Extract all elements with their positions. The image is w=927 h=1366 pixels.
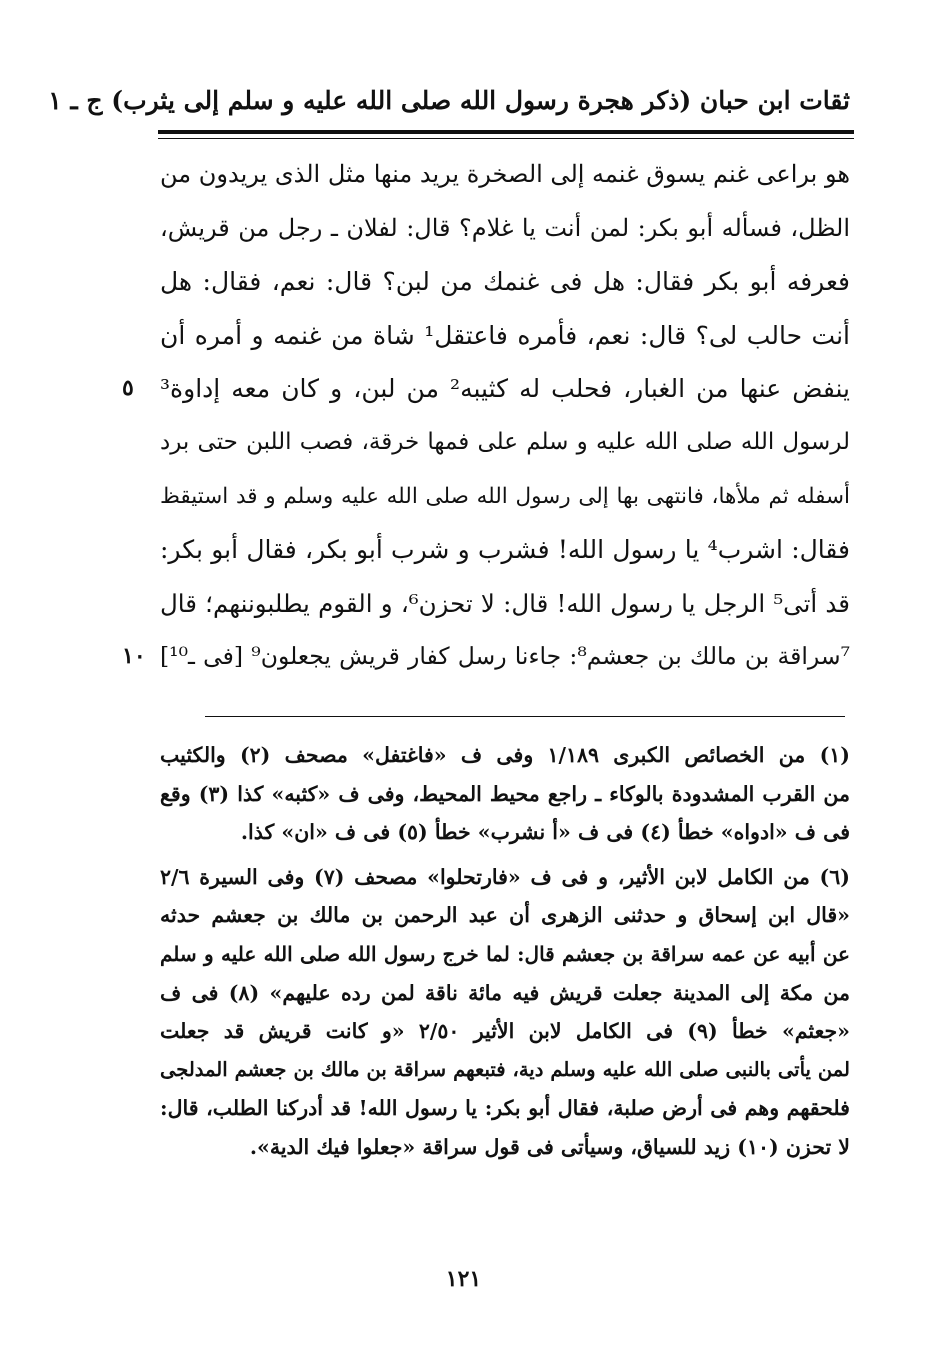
footnote-line: فى ف «ادواه» خطأ (٤) فى ف «أ نشرب» خطأ (٥) فى ف «ان» كذا. [240, 820, 850, 845]
line-text: لرسول الله صلى الله عليه و سلم على فمها خرقة، فصب اللبن حتى برد [160, 428, 850, 455]
footnote-line: «جعثم» خطأ (٩) فى الكامل لابن الأثير ٢/٥٠ «و كانت قريش قد جعلت [160, 1019, 850, 1044]
text-line [160, 416, 850, 470]
footnote-line: لا تحزن (١٠) زيد للسياق، وسيأتى فى قول سراقة «جعلوا فيك الدية». [249, 1134, 850, 1159]
footnote-line: عن أبيه عن عمه سراقة بن جعشم قال: لما خرج رسول الله صلى الله عليه و سلم [160, 941, 850, 966]
line-text: أسفله ثم ملأها، فانتهى بها إلى رسول الله صلى الله عليه وسلم و قد استيقظ [160, 483, 850, 509]
header-rule-thick [158, 130, 854, 134]
page-number: ١٢١ [445, 1266, 482, 1292]
line-number: ٥ [122, 375, 134, 402]
text-line [160, 255, 850, 309]
footnote-line: من القرب المشدودة بالوكاء ـ راجع محيط المحيط، وفى ف «كثبه» كذا (٣) وقع [160, 781, 850, 806]
footnote-line: من مكة إلى المدينة جعلت قريش فيه مائة ناقة لمن رده عليهم» (٨) فى ف [160, 980, 850, 1005]
footnote-line: (٦) من الكامل لابن الأثير، و فى ف «فارتحلوا» مصحف (٧) وفى السيرة ٢/٦ [160, 864, 850, 889]
text-line [160, 470, 850, 524]
text-line [122, 362, 850, 416]
main-text [122, 148, 850, 684]
text-line [160, 577, 850, 631]
text-line [122, 630, 850, 684]
running-title: ثقات ابن حبان (ذكر هجرة رسول الله صلى الله عليه و سلم إلى يثرب) ج ـ ١ [48, 85, 850, 115]
footnotes [160, 736, 850, 1167]
footnote-separator [205, 716, 845, 717]
line-text: هو براعى غنم يسوق غنمه إلى الصخرة يريد منها مثل الذى يريدون من [160, 160, 850, 188]
line-text: أنت حالب لى؟ قال: نعم، فأمره فاعتقل¹ شاة من غنمه و أمره أن [160, 320, 850, 350]
text-line [160, 202, 850, 256]
line-text: قد أتى⁵ الرجل يا رسول الله! قال: لا تحزن⁶، و القوم يطلبوننهم؛ قال [160, 588, 850, 618]
line-text: ⁷سراقة بن مالك بن جعشم⁸: جاءنا رسل كفار قريش يجعلون⁹ [فى ـ¹⁰] [160, 642, 850, 671]
footnote-line: فلحقهم وهم فى أرض صلبة، فقال أبو بكر: يا رسول الله! قد أدركنا الطلب، قال: [160, 1096, 850, 1121]
text-line [160, 148, 850, 202]
line-number: ١٠ [122, 643, 146, 670]
text-line [160, 523, 850, 577]
line-text: ينفض عنها من الغبار، فحلب له كثيبه² من لبن، و كان معه إداوة³ [160, 374, 850, 404]
header-rule-thin [158, 138, 854, 139]
footnote-line: (١) من الخصائص الكبرى ١/١٨٩ وفى ف «فاغتفل» مصحف (٢) والكثيب [160, 743, 850, 767]
footnote-line: «قال ابن إسحاق و حدثنى الزهرى أن عبد الرحمن بن مالك بن جعشم حدثه [160, 903, 850, 928]
footnote-line: لمن يأتى بالنبى صلى الله عليه وسلم دية، فتبعهم سراقة بن مالك بن جعشم المدلجى [160, 1057, 850, 1081]
line-text: فقال: اشرب⁴ يا رسول الله! فشرب و شرب أبو بكر، فقال أبو بكر: [160, 535, 850, 565]
line-text: فعرفه أبو بكر فقال: هل فى غنمك من لبن؟ قال: نعم، فقال: هل [160, 267, 850, 297]
page-header [48, 78, 850, 122]
text-line [160, 309, 850, 363]
line-text: الظل، فسأله أبو بكر: لمن أنت يا غلام؟ قال: لفلان ـ رجل من قريش، [160, 213, 850, 242]
